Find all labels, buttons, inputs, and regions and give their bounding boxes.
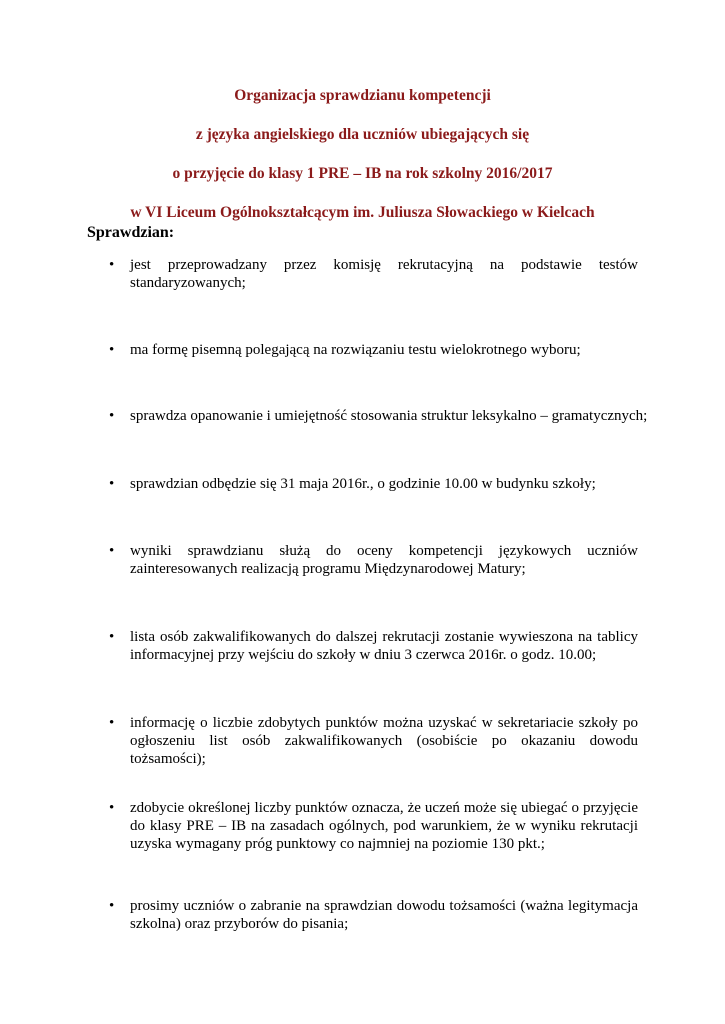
bullet-icon: • <box>109 629 115 645</box>
bullet-icon: • <box>109 898 115 914</box>
bullet-icon: • <box>109 715 115 731</box>
list-item-text: wyniki sprawdzianu służą do oceny kompetencji językowych uczniów zainteresowanych realizacją programu Międzynarodowej Matury; <box>130 543 638 577</box>
bullet-icon: • <box>109 342 115 358</box>
title-line: o przyjęcie do klasy 1 PRE – IB na rok szkolny 2016/2017 <box>172 165 553 182</box>
list-item-text: ma formę pisemną polegającą na rozwiązaniu testu wielokrotnego wyboru; <box>130 342 581 358</box>
section-heading: Sprawdzian: <box>87 224 175 241</box>
list-item-text: sprawdzian odbędzie się 31 maja 2016r., o godzinie 10.00 w budynku szkoły; <box>130 476 596 492</box>
list-item-text: prosimy uczniów o zabranie na sprawdzian dowodu tożsamości (ważna legitymacja szkolna) oraz przyborów do pisania; <box>130 898 638 932</box>
title-line: w VI Liceum Ogólnokształcącym im. Juliusza Słowackiego w Kielcach <box>130 204 595 221</box>
bullet-icon: • <box>109 257 115 273</box>
document-title <box>0 86 725 242</box>
title-line: z języka angielskiego dla uczniów ubiegających się <box>195 126 530 143</box>
list-item-text: jest przeprowadzany przez komisję rekrutacyjną na podstawie testów standaryzowanych; <box>130 257 638 291</box>
list-item-text: zdobycie określonej liczby punktów oznacza, że uczeń może się ubiegać o przyjęcie do klasy PRE – IB na zasadach ogólnych, pod warunkiem, że w wyniku rekrutacji uzyska wymagany próg punktowy co najmniej na poziomie 130 pkt.; <box>130 800 638 852</box>
list-item-text: informację o liczbie zdobytych punktów można uzyskać w sekretariacie szkoły po ogłoszeniu list osób zakwalifikowanych (osobiście po okazaniu dowodu tożsamości); <box>130 715 638 767</box>
list-item-text: lista osób zakwalifikowanych do dalszej rekrutacji zostanie wywieszona na tablicy informacyjnej przy wejściu do szkoły w dniu 3 czerwca 2016r. o godz. 10.00; <box>130 629 638 663</box>
bullet-icon: • <box>109 408 115 424</box>
list-item-text: sprawdza opanowanie i umiejętność stosowania struktur leksykalno – gramatycznych; <box>130 408 648 424</box>
bullet-icon: • <box>109 800 115 816</box>
title-line: Organizacja sprawdzianu kompetencji <box>234 87 491 104</box>
bullet-icon: • <box>109 476 115 492</box>
bullet-icon: • <box>109 543 115 559</box>
